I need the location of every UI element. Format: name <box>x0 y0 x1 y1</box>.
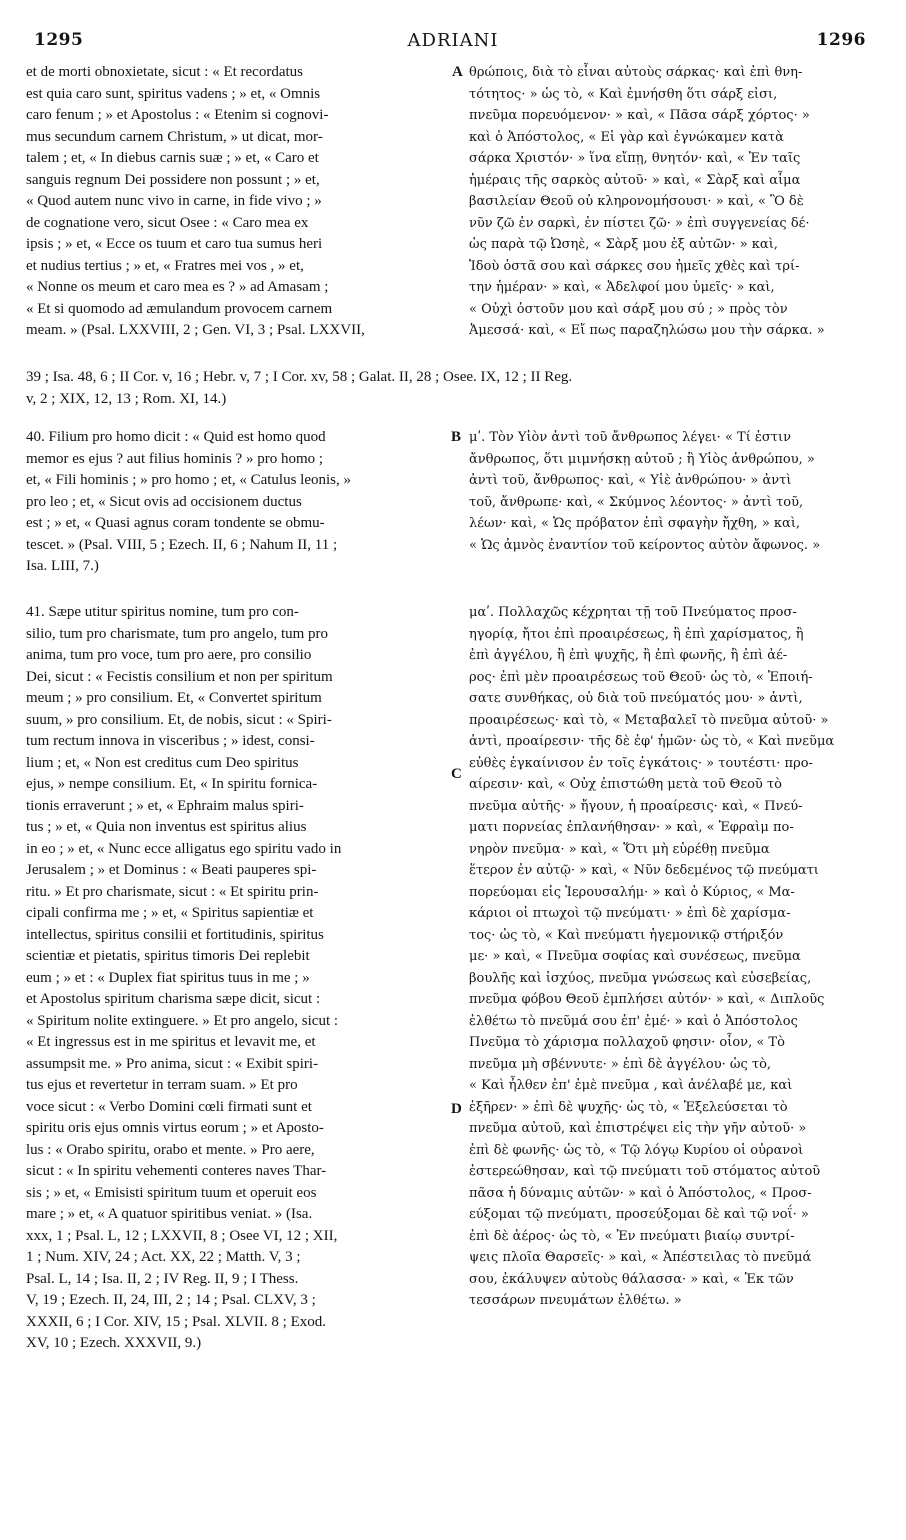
text-line: μαʹ. Πολλαχῶς κέχρηται τῇ τοῦ Πνεύματος προσ- <box>469 605 797 620</box>
text-line: 41. Sæpe utitur spiritus nomine, tum pro con- <box>26 604 299 620</box>
greek-column-section-41 <box>469 602 881 1312</box>
text-line: cipali confirma me ; » et, « Spiritus sapientiæ et <box>26 905 314 921</box>
text-line: ηγορίᾳ, ἤτοι ἐπὶ προαιρέσεως, ἢ ἐπὶ χαρίσματος, ἢ <box>469 626 804 642</box>
text-line: τεσσάρων πνευμάτων ἐλθέτω. » <box>469 1293 682 1308</box>
text-line: ἀντὶ, προαίρεσιν· τῆς δὲ ἐφ' ἡμῶν· ὡς τὸ, « Καὶ πνεῦμα <box>469 734 835 749</box>
text-line: πνεῦμα μὴ σβέννυτε· » ἐπὶ δὲ ἀγγέλου· ὡς τὸ, <box>469 1056 772 1072</box>
text-line: et nudius tertius ; » et, « Fratres mei vos , » et, <box>26 257 304 274</box>
text-line: 39 ; Isa. 48, 6 ; II Cor. v, 16 ; Hebr. v, 7 ; I Cor. xv, 58 ; Galat. II, 28 ; Osee. IX, 12 ; II Reg. <box>26 369 573 385</box>
text-line: est quia caro sunt, spiritus vadens ; » et, « Omnis <box>26 85 321 102</box>
text-line: ritu. » Et pro charismate, sicut : « Et spiritu prin- <box>26 883 319 900</box>
text-line: ἕτερον ἐν αὐτῷ· » καὶ, « Νῦν δεδεμένος τῷ πνεύματι <box>469 863 819 878</box>
text-line: ἐπὶ ἀγγέλου, ἢ ἐπὶ ψυχῆς, ἢ ἐπὶ φωνῆς, ἢ ἐπὶ ἀέ- <box>469 648 788 663</box>
text-line: ἐστερεώθησαν, καὶ τῷ πνεύματι τοῦ στόματος αὐτοῦ <box>469 1164 821 1179</box>
text-line: « Et ingressus est in me spiritus et levavit me, et <box>26 1034 316 1050</box>
text-line: καὶ ὁ Ἀπόστολος, « Εἰ γὰρ καὶ ἐγνώκαμεν κατὰ <box>469 129 784 145</box>
text-line: ἀντὶ τοῦ, ἄνθρωπος· καὶ, « Υἱὲ ἀνθρώπου· » ἀντὶ <box>469 473 792 488</box>
text-line: v, 2 ; XIX, 12, 13 ; Rom. XI, 14.) <box>26 390 227 407</box>
text-line: Isa. LIII, 7.) <box>26 558 99 574</box>
text-line: lium ; et, « Non est creditus cum Deo spiritus <box>26 754 299 771</box>
running-title: ADRIANI <box>407 30 499 51</box>
text-line: βασιλείαν Θεοῦ οὐ κληρονομήσουσι· » καὶ, « Ὃ δὲ <box>469 194 804 209</box>
text-line: σατε συνθήκας, οὐ διὰ τοῦ πνεύματός μου· » ἀντὶ, <box>469 691 803 706</box>
text-line: voce sicut : « Verbo Domini cœli firmati sunt et <box>26 1098 312 1115</box>
greek-column-section-39 <box>469 62 881 342</box>
text-line: πορεύομαι εἰς Ἱερουσαλήμ· » καὶ ὁ Κύριος, « Μα- <box>469 884 795 900</box>
text-line: spiritu oris ejus omnis virtus eorum ; » et Aposto- <box>26 1120 324 1136</box>
text-line: XXXII, 6 ; I Cor. XIV, 15 ; Psal. XLVII. 8 ; Exod. <box>26 1313 326 1330</box>
text-line: εὐθὲς ἐγκαίνισον ἐν τοῖς ἐγκάτοις· » τουτέστι· προ- <box>469 755 813 771</box>
text-line: assumpsit me. » Pro anima, sicut : « Exibit spiri- <box>26 1055 319 1072</box>
text-line: πνεῦμα φόβου Θεοῦ ἐμπλήσει αὐτόν· » καὶ, « Διπλοῦς <box>469 992 825 1007</box>
text-line: pro leo ; et, « Sicut ovis ad occisionem ductus <box>26 493 302 510</box>
text-line: με· » καὶ, « Πνεῦμα σοφίας καὶ συνέσεως, πνεῦμα <box>469 949 801 964</box>
text-line: talem ; et, « In diebus carnis suæ ; » et, « Caro et <box>26 150 319 166</box>
text-line: silio, tum pro charismate, tum pro angelo, tum pro <box>26 625 329 642</box>
text-line: μʹ. Τὸν Υἱὸν ἀντὶ τοῦ ἄνθρωπος λέγει· « Τί ἐστιν <box>469 430 791 445</box>
text-line: ὡς παρὰ τῷ Ὠσηὲ, « Σὰρξ μου ἐξ αὐτῶν· » καὶ, <box>469 237 778 252</box>
text-line: mare ; » et, « A quatuor spiritibus veniat. » (Isa. <box>26 1206 313 1222</box>
text-line: Ἀμεσσά· καὶ, « Εἴ πως παραζηλώσω μου τὴν σάρκα. » <box>469 323 825 338</box>
text-line: anima, tum pro voce, tum pro aere, pro consilio <box>26 647 312 663</box>
text-line: xxx, 1 ; Psal. L, 12 ; LXXVII, 8 ; Osee VI, 12 ; XII, <box>26 1227 338 1244</box>
text-line: est ; » et, « Quasi agnus coram tondente se obmu- <box>26 515 325 531</box>
text-line: ἐπὶ δὲ φωνῆς· ὡς τὸ, « Τῷ λόγῳ Κυρίου οἱ οὐρανοὶ <box>469 1142 804 1158</box>
latin-column-section-40 <box>26 427 454 578</box>
text-line: βουλῆς καὶ ἰσχύος, πνεῦμα γνώσεως καὶ εὐσεβείας, <box>469 970 812 986</box>
text-line: « Καὶ ἦλθεν ἐπ' ἐμὲ πνεῦμα , καὶ ἀνέλαβέ με, καὶ <box>469 1078 793 1093</box>
margin-letter-a: A <box>452 64 463 80</box>
text-line: scientiæ et pietatis, spiritus timoris Dei replebit <box>26 948 310 964</box>
text-line: memor es ejus ? aut filius hominis ? » pro homo ; <box>26 450 324 467</box>
text-line: ματι πορνείας ἐπλανήθησαν· » καὶ, « Ἐφραὶμ πο- <box>469 820 794 835</box>
text-line: την ἡμέραν· » καὶ, « Ἀδελφοί μου ὑμεῖς· » καὶ, <box>469 280 775 295</box>
latin-column-section-41 <box>26 602 454 1355</box>
text-line: προαιρέσεως· καὶ τὸ, « Μεταβαλεῖ τὸ πνεῦμα αὐτοῦ· » <box>469 712 829 728</box>
text-line: tus ; » et, « Quia non inventus est spiritus alius <box>26 819 307 835</box>
text-line: ρος· ἐπὶ μὲν προαιρέσεως τοῦ Θεοῦ· ὡς τὸ, « Ἐποιή- <box>469 669 813 685</box>
text-line: ἐξῆρεν· » ἐπὶ δὲ ψυχῆς· ὡς τὸ, « Ἐξελεύσεται τὸ <box>469 1099 788 1115</box>
text-line: et, « Fili hominis ; » pro homo ; et, « Catulus leonis, » <box>26 472 351 488</box>
text-line: τοῦ, ἄνθρωπε· καὶ, « Σκύμνος λέοντος· » ἀντὶ τοῦ, <box>469 494 804 510</box>
text-line: tum rectum innova in visceribus ; » idest, consi- <box>26 733 315 749</box>
text-line: ipsis ; » et, « Ecce os tuum et caro tua sumus heri <box>26 236 323 252</box>
text-line: 1 ; Num. XIV, 24 ; Act. XX, 22 ; Matth. V, 3 ; <box>26 1249 301 1265</box>
text-line: V, 19 ; Ezech. II, 24, III, 2 ; 14 ; Psal. CLXV, 3 ; <box>26 1292 316 1308</box>
text-line: ἄνθρωπος, ὅτι μιμνήσκῃ αὐτοῦ ; ἢ Υἱὸς ἀνθρώπου, » <box>469 451 815 467</box>
text-line: τότητος· » ὡς τὸ, « Καὶ ἐμνήσθη ὅτι σάρξ εἰσι, <box>469 86 778 102</box>
text-line: Jerusalem ; » et Dominus : « Beati pauperes spi- <box>26 862 317 878</box>
margin-letter-d: D <box>451 1101 462 1117</box>
text-line: tescet. » (Psal. VIII, 5 ; Ezech. II, 6 ; Nahum II, 11 ; <box>26 536 338 553</box>
text-line: πνεῦμα πορευόμενον· » καὶ, « Πᾶσα σάρξ χόρτος· » <box>469 108 810 123</box>
text-line: πνεῦμα αὐτῆς· » ἤγουν, ἡ προαίρεσις· καὶ, « Πνεύ- <box>469 798 803 814</box>
text-line: ἡμέραις τῆς σαρκὸς αὐτοῦ· » καὶ, « Σὰρξ καὶ αἷμα <box>469 172 801 188</box>
text-line: νηρὸν πνεῦμα· » καὶ, « Ὅτι μὴ εὑρέθῃ πνεῦμα <box>469 841 770 857</box>
margin-letter-c: C <box>451 766 462 782</box>
text-line: XV, 10 ; Ezech. XXXVII, 9.) <box>26 1335 202 1351</box>
text-line: sanguis regnum Dei possidere non possunt ; » et, <box>26 171 320 188</box>
margin-letter-b: B <box>451 429 462 445</box>
text-line: Psal. L, 14 ; Isa. II, 2 ; IV Reg. II, 9 ; I Thess. <box>26 1270 299 1287</box>
scripture-references-section-39 <box>26 367 886 410</box>
text-line: tus ejus et revertetur in terram suam. » Et pro <box>26 1077 298 1093</box>
text-line: ψεις πλοῖα Θαρσεῖς· » καὶ, « Ἀπέστειλας τὸ πνεῦμά <box>469 1250 812 1265</box>
text-line: λέων· καὶ, « Ὡς πρόβατον ἐπὶ σφαγὴν ἤχθη, » καὶ, <box>469 516 801 531</box>
text-line: « Spiritum nolite extinguere. » Et pro angelo, sicut : <box>26 1012 339 1029</box>
text-line: αίρεσιν· καὶ, « Οὐχ ἐπιστώθη μετὰ τοῦ Θεοῦ τὸ <box>469 777 782 792</box>
text-line: σάρκα Χριστόν· » ἵνα εἴπῃ, θνητόν· καὶ, « Ἐν ταῖς <box>469 151 801 166</box>
page-number-left: 1295 <box>34 30 84 50</box>
text-line: lus : « Orabo spiritu, orabo et mente. » Pro aere, <box>26 1141 315 1158</box>
text-line: sicut : « In spiritu vehementi conteres naves Thar- <box>26 1163 327 1179</box>
text-line: κάριοι οἱ πτωχοὶ τῷ πνεύματι· » ἐπὶ δὲ χαρίσμα- <box>469 906 791 921</box>
text-line: in eo ; » et, « Nunc ecce alligatus ego spiritu vado in <box>26 840 342 857</box>
text-line: Ἰδοὺ ὀστᾶ σου καὶ σάρκες σου ἡμεῖς χθὲς καὶ τρί- <box>469 258 800 274</box>
text-line: « Et si quomodo ad æmulandum provocem carnem <box>26 300 333 317</box>
text-line: πᾶσα ἡ δύναμις αὐτῶν· » καὶ ὁ Ἀπόστολος, « Προσ- <box>469 1185 812 1201</box>
text-line: ἐπὶ δὲ ἀέρος· ὡς τὸ, « Ἐν πνεύματι βιαίῳ συντρί- <box>469 1228 795 1244</box>
greek-column-section-40 <box>469 427 881 556</box>
text-line: tionis erraverunt ; » et, « Ephraim malus spiri- <box>26 797 304 814</box>
text-line: intellectus, spiritus consilii et fortitudinis, spiritus <box>26 926 324 943</box>
text-line: eum ; » et : « Duplex fiat spiritus tuus in me ; » <box>26 969 310 986</box>
text-line: θρώποις, διὰ τὸ εἶναι αὐτοὺς σάρκας· καὶ ἐπὶ θνη- <box>469 65 803 80</box>
text-line: Πνεῦμα τὸ χάρισμα πολλαχοῦ φησιν· οἷον, « Τὸ <box>469 1035 785 1050</box>
text-line: caro fenum ; » et Apostolus : « Etenim si cognovi- <box>26 107 329 123</box>
text-line: νῦν ζῶ ἐν σαρκὶ, ἐν πίστει ζῶ· » ἐπὶ συγγενείας δέ· <box>469 215 810 231</box>
text-line: τος· ὡς τὸ, « Καὶ πνεύματι ἡγεμονικῷ στήριξόν <box>469 927 784 943</box>
text-line: suum, » pro consilium. Et, de nobis, sicut : « Spiri- <box>26 711 332 728</box>
text-line: πνεῦμα αὐτοῦ, καὶ ἐπιστρέψει εἰς τὴν γῆν αὐτοῦ· » <box>469 1121 807 1136</box>
text-line: meam. » (Psal. LXXVIII, 2 ; Gen. VI, 3 ; Psal. LXXVII, <box>26 322 365 338</box>
text-line: sis ; » et, « Emisisti spiritum tuum et operuit eos <box>26 1184 317 1201</box>
text-line: εύξομαι τῷ πνεύματι, προσεύξομαι δὲ καὶ τῷ νοΐ· » <box>469 1207 809 1222</box>
text-line: « Nonne os meum et caro mea es ? » ad Amasam ; <box>26 279 329 295</box>
text-line: ejus, » nempe consilium. Et, « In spiritu fornica- <box>26 776 318 792</box>
text-line: et Apostolus spiritum charisma sæpe dicit, sicut : <box>26 991 321 1007</box>
latin-column-section-39 <box>26 62 454 342</box>
text-line: 40. Filium pro homo dicit : « Quid est homo quod <box>26 429 326 445</box>
text-line: σου, ἐκάλυψεν αὐτοὺς θάλασσα· » καὶ, « Ἐκ τῶν <box>469 1271 794 1287</box>
text-line: « Οὐχὶ ὀστοῦν μου καὶ σάρξ μου σύ ; » πρὸς τὸν <box>469 301 788 317</box>
text-line: « Quod autem nunc vivo in carne, in fide vivo ; » <box>26 193 322 209</box>
text-line: mus secundum carnem Christum, » ut dicat, mor- <box>26 128 323 145</box>
text-line: meum ; » pro consilium. Et, « Convertet spiritum <box>26 690 322 706</box>
page-number-right: 1296 <box>816 30 866 50</box>
text-line: Dei, sicut : « Fecistis consilium et non per spiritum <box>26 668 333 685</box>
text-line: de cognatione vero, sicut Osee : « Caro mea ex <box>26 214 309 231</box>
text-line: et de morti obnoxietate, sicut : « Et recordatus <box>26 64 304 80</box>
text-line: « Ὡς ἀμνὸς ἐναντίον τοῦ κείροντος αὐτὸν ἄφωνος. » <box>469 537 821 553</box>
text-line: ἐλθέτω τὸ πνεῦμά σου ἐπ' ἐμέ· » καὶ ὁ Ἀπόστολος <box>469 1013 798 1029</box>
